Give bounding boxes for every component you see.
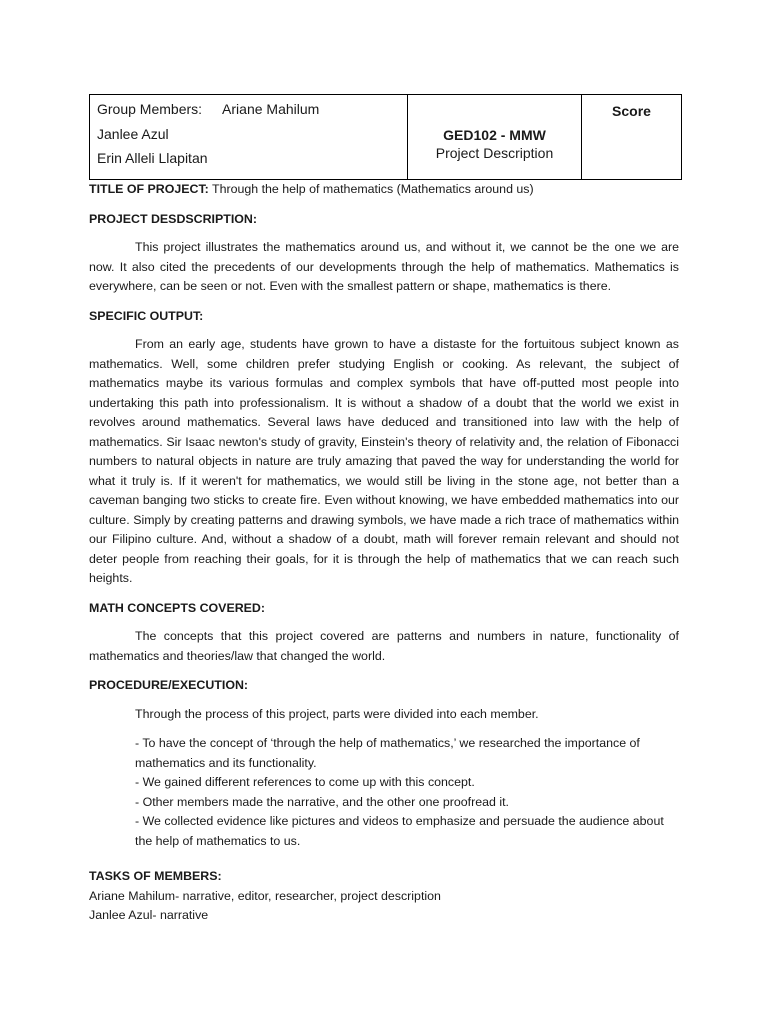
task-item: Janlee Azul- narrative	[89, 908, 209, 922]
course-cell	[408, 95, 582, 179]
course-code: GED102 - MMW	[443, 127, 546, 143]
group-members-line	[97, 101, 319, 117]
project-title-value: Through the help of mathematics (Mathematics around us)	[212, 182, 534, 196]
procedure-step: - We collected evidence like pictures and videos to emphasize and persuade the audience about the help of mathematics to us.	[135, 814, 664, 848]
concepts-paragraph: The concepts that this project covered are patterns and numbers in nature, functionality of mathematics and theories/law that changed the world.	[89, 629, 679, 663]
score-label: Score	[612, 103, 651, 119]
procedure-step: - Other members made the narrative, and the other one proofread it.	[135, 794, 509, 809]
document-body	[89, 180, 679, 926]
header-table	[89, 94, 682, 180]
project-title-label: TITLE OF PROJECT:	[89, 182, 209, 196]
member-name: Janlee Azul	[97, 126, 169, 142]
project-title	[89, 180, 679, 200]
output-heading: SPECIFIC OUTPUT:	[89, 308, 204, 323]
description-heading: PROJECT DESDSCRIPTION:	[89, 211, 257, 226]
procedure-step: - We gained different references to come up with this concept.	[135, 775, 475, 789]
member-name: Ariane Mahilum	[222, 101, 320, 117]
procedure-intro: Through the process of this project, parts were divided into each member.	[135, 706, 539, 721]
tasks-heading: TASKS OF MEMBERS:	[89, 869, 222, 883]
output-paragraph: From an early age, students have grown to have a distaste for the fortuitous subject known as mathematics. Well, some children prefer studying English or cooking. As relevant, the subject of mathematics maybe its various formulas and complex symbols that have off-putted most people into undertaking this path into professionalism. It is without a shadow of a doubt that the world we exist in revolves around mathematics. Several laws have deduced and transitioned into law with the help of mathematics. Sir Isaac newton's study of gravity, Einstein's theory of relativity and, the relation of Fibonacci numbers to natural objects in nature are truly amazing that paved the way for understanding the world for what it truly is. If it weren't for mathematics, we would still be living in the stone age, not better than a caveman banging two sticks to create fire. Even without knowing, we have embedded mathematics into our culture. Simply by creating patterns and drawing symbols, we have made a rich trace of mathematics within our Filipino culture. And, without a shadow of a doubt, math will forever remain relevant and should not deter people from reaching their goals, for it is through the help of mathematics that we can reach such heights.	[89, 337, 679, 585]
member-name: Erin Alleli Llapitan	[97, 150, 208, 166]
group-members-cell	[90, 95, 408, 179]
procedure-step: - To have the concept of ‘through the help of mathematics,’ we researched the importance of mathematics and its functionality.	[135, 736, 640, 770]
concepts-heading: MATH CONCEPTS COVERED:	[89, 600, 265, 615]
task-item: Ariane Mahilum- narrative, editor, researcher, project description	[89, 888, 441, 903]
score-cell	[582, 95, 681, 179]
procedure-heading: PROCEDURE/EXECUTION:	[89, 678, 249, 692]
group-members-label: Group Members:	[97, 101, 203, 117]
description-paragraph: This project illustrates the mathematics around us, and without it, we cannot be the one we are now. It also cited the precedents of our developments through the help of mathematics. Mathematics is everywhere, can be seen or not. Even with the smallest pattern or shape, mathematics is there.	[89, 240, 679, 293]
course-description: Project Description	[435, 145, 554, 161]
